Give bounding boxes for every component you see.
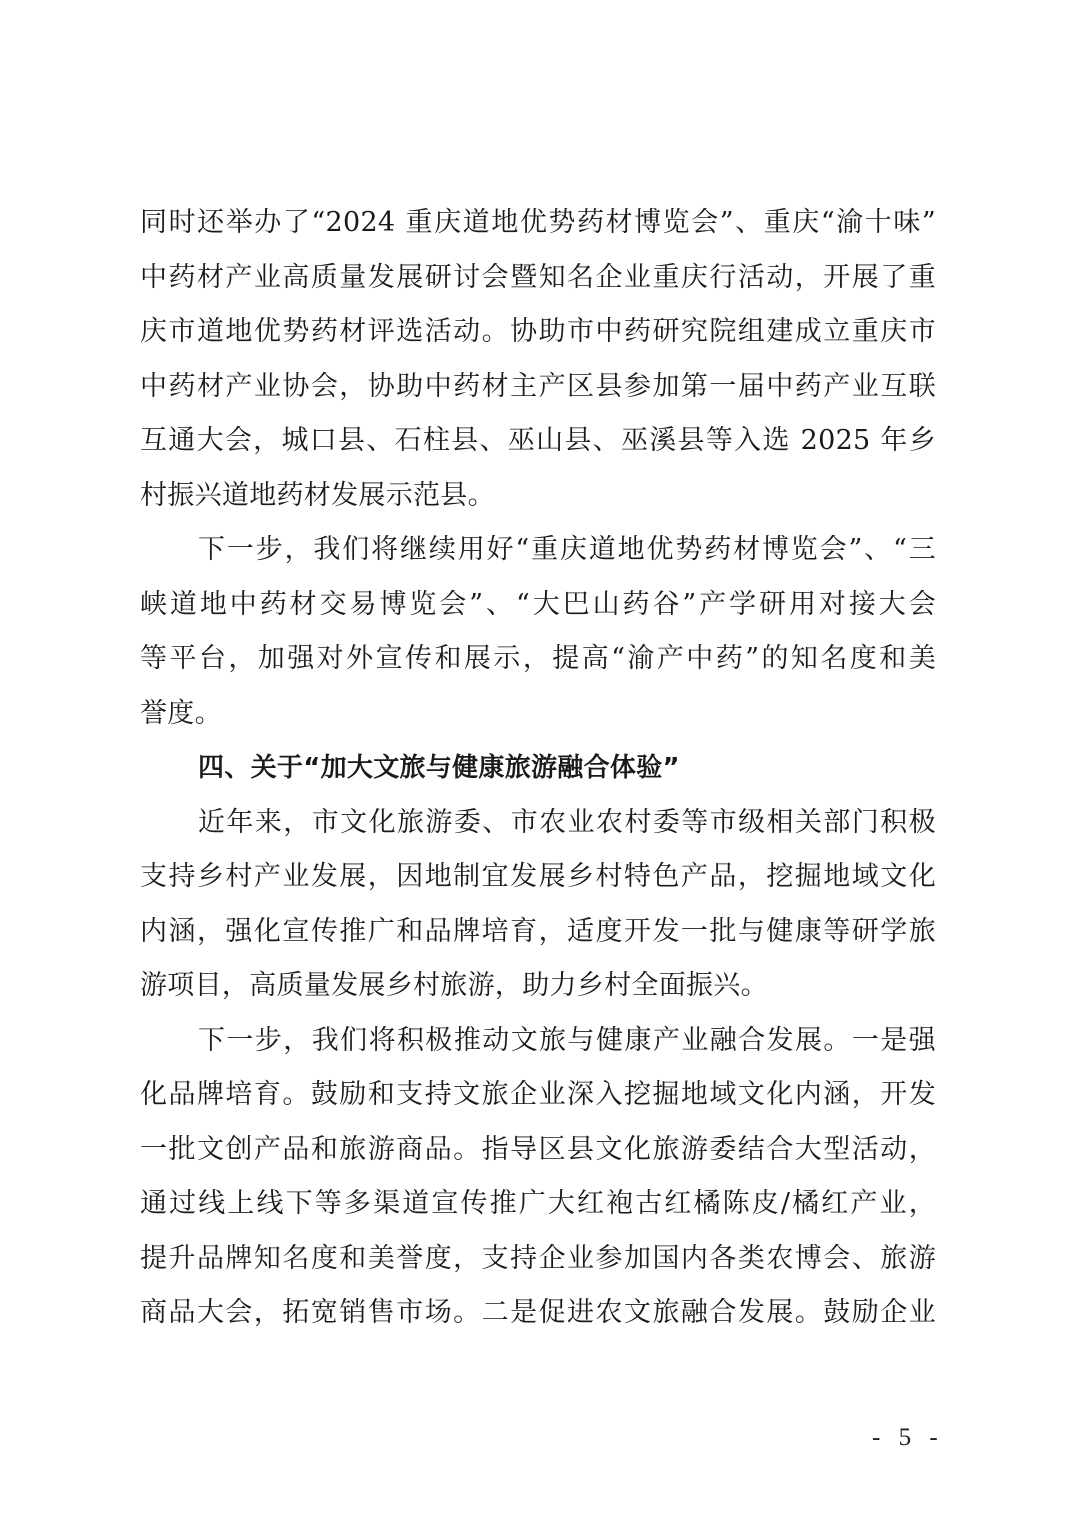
text-line: 同时还举办了“2024 重庆道地优势药材博览会”、重庆“渝十味”	[140, 207, 936, 238]
text-line: 庆市道地优势药材评选活动。协助市中药研究院组建成立重庆市	[140, 316, 936, 347]
text-line: 内涵，强化宣传推广和品牌培育，适度开发一批与健康等研学旅	[140, 915, 936, 947]
text-line: 下一步，我们将积极推动文旅与健康产业融合发展。一是强	[198, 1024, 936, 1056]
text-line: 通过线上线下等多渠道宣传推广大红袍古红橘陈皮/橘红产业，	[140, 1188, 936, 1219]
page-number: - 5 -	[872, 1424, 944, 1451]
text-line: 峡道地中药材交易博览会”、“大巴山药谷”产学研用对接大会	[140, 588, 936, 620]
text-line: 近年来，市文化旅游委、市农业农村委等市级相关部门积极	[198, 806, 936, 838]
document-body	[140, 196, 936, 1341]
text-line: 中药材产业高质量发展研讨会暨知名企业重庆行活动，开展了重	[140, 261, 936, 293]
text-line: 游项目，高质量发展乡村旅游，助力乡村全面振兴。	[140, 970, 768, 1001]
text-line: 村振兴道地药材发展示范县。	[140, 479, 495, 511]
section-heading: 四、关于“加大文旅与健康旅游融合体验”	[198, 753, 680, 783]
text-line: 一批文创产品和旅游商品。指导区县文化旅游委结合大型活动，	[140, 1133, 936, 1165]
text-line: 中药材产业协会，协助中药材主产区县参加第一届中药产业互联	[140, 370, 936, 402]
text-line: 下一步，我们将继续用好“重庆道地优势药材博览会”、“三	[198, 534, 936, 565]
text-line: 支持乡村产业发展，因地制宜发展乡村特色产品，挖掘地域文化	[140, 861, 936, 892]
text-line: 互通大会，城口县、石柱县、巫山县、巫溪县等入选 2025 年乡	[140, 425, 936, 456]
text-line: 等平台，加强对外宣传和展示，提高“渝产中药”的知名度和美	[140, 643, 936, 674]
text-line: 商品大会，拓宽销售市场。二是促进农文旅融合发展。鼓励企业	[140, 1297, 936, 1328]
text-line: 提升品牌知名度和美誉度，支持企业参加国内各类农博会、旅游	[140, 1242, 936, 1274]
text-line: 誉度。	[140, 697, 222, 729]
text-line: 化品牌培育。鼓励和支持文旅企业深入挖掘地域文化内涵，开发	[140, 1079, 936, 1110]
